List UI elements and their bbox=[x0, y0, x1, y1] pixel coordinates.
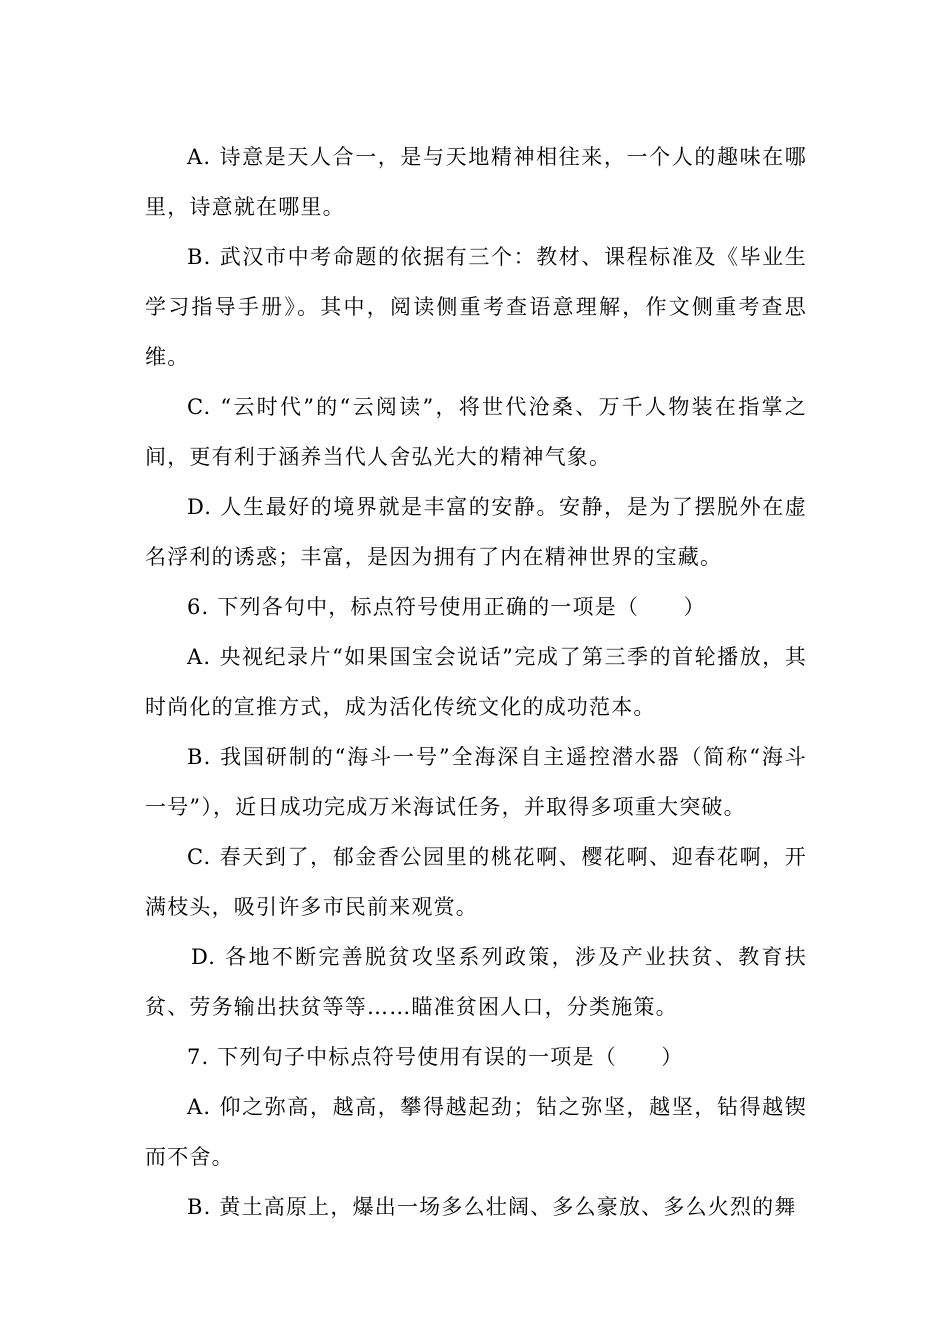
q5-option-b: B. 武汉市中考命题的依据有三个：教材、课程标准及《毕业生学习指导手册》。其中，阅读侧重考查语意理解，作文侧重考查思维。 bbox=[145, 245, 807, 369]
q5-option-c: C. “云时代”的“云阅读”，将世代沧桑、万千人物装在指掌之间，更有利于涵养当代人舍弘光大的精神气象。 bbox=[145, 395, 807, 469]
document-body bbox=[145, 132, 807, 1232]
q6-stem: 6. 下列各句中，标点符号使用正确的一项是（ ） bbox=[187, 595, 706, 619]
q5-option-d: D. 人生最好的境界就是丰富的安静。安静，是为了摆脱外在虚名浮利的诱惑；丰富，是因为拥有了内在精神世界的宝藏。 bbox=[145, 495, 807, 569]
q7-option-a: A. 仰之弥高，越高，攀得越起劲；钻之弥坚，越坚，钻得越锲而不舍。 bbox=[145, 1095, 807, 1169]
q6-option-b: B. 我国研制的“海斗一号”全海深自主遥控潜水器（简称“海斗一号”），近日成功完成万米海试任务，并取得多项重大突破。 bbox=[145, 745, 807, 819]
q6-option-c: C. 春天到了，郁金香公园里的桃花啊、樱花啊、迎春花啊，开满枝头，吸引许多市民前来观赏。 bbox=[145, 845, 807, 919]
q6-option-a: A. 央视纪录片“如果国宝会说话”完成了第三季的首轮播放，其时尚化的宣推方式，成为活化传统文化的成功范本。 bbox=[145, 645, 807, 719]
q7-stem: 7. 下列句子中标点符号使用有误的一项是（ ） bbox=[187, 1045, 684, 1069]
q7-option-b: B. 黄土高原上，爆出一场多么壮阔、多么豪放、多么火烈的舞 bbox=[187, 1195, 797, 1219]
q6-option-d: D. 各地不断完善脱贫攻坚系列政策，涉及产业扶贫、教育扶贫、劳务输出扶贫等等……瞄准贫困人口，分类施策。 bbox=[145, 945, 807, 1019]
q5-option-a: A. 诗意是天人合一，是与天地精神相往来，一个人的趣味在哪里，诗意就在哪里。 bbox=[145, 145, 807, 219]
